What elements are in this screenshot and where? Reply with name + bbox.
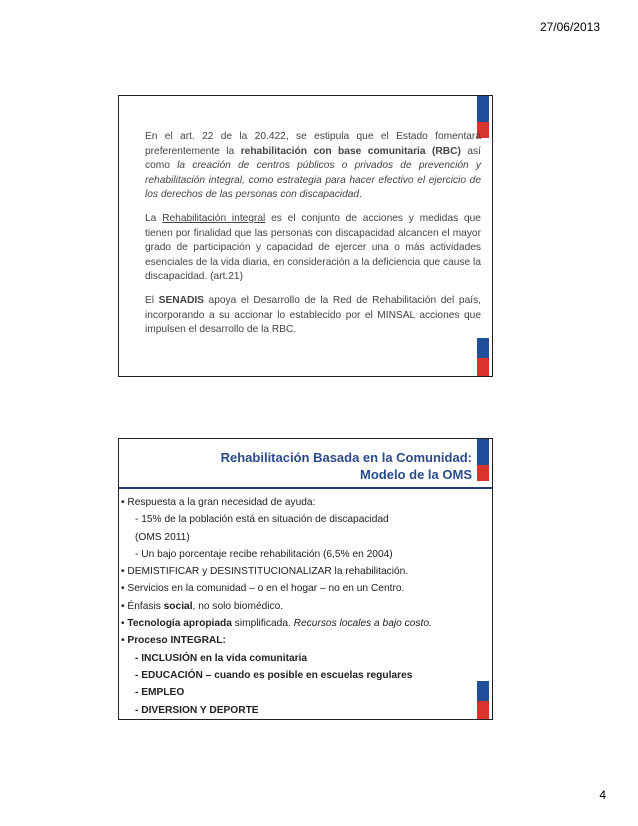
text-segment: • xyxy=(121,618,128,630)
date-header: 27/06/2013 xyxy=(539,20,600,34)
sub-item xyxy=(121,667,471,684)
paragraph-art22 xyxy=(145,130,481,203)
bullet-item xyxy=(121,615,471,632)
paragraph-rehab-integral xyxy=(145,212,481,285)
title-line: Modelo de la OMS xyxy=(360,467,472,482)
sub-item: (OMS 2011) xyxy=(135,531,190,543)
slide-rbc-oms xyxy=(118,438,493,720)
bullet-item: • Servicios en la comunidad – o en el hogar – no en un Centro. xyxy=(121,583,405,595)
sub-item xyxy=(121,702,471,719)
text-segment: simplificada. xyxy=(231,618,294,630)
bullet-item: • Respuesta a la gran necesidad de ayuda: xyxy=(121,497,316,508)
text-bold: - EMPLEO xyxy=(135,687,185,699)
text-segment: • xyxy=(121,635,128,647)
slide2-body xyxy=(121,494,471,719)
text-bold: Tecnología apropiada xyxy=(127,618,232,630)
flag-red-segment xyxy=(477,465,489,481)
text-bold: - INCLUSIÓN en la vida comunitaria xyxy=(135,652,308,664)
title-divider xyxy=(119,487,492,489)
text-segment: apoya el Desarrollo de la Red de Rehabilitación del país, incorporando a su accionar lo establecido por el MINSAL acciones que impulsen el desarrollo de la RBC. xyxy=(145,294,481,336)
text-segment: , no solo biomédico. xyxy=(192,600,284,612)
text-bold: - EDUCACIÓN – cuando es posible en escuelas regulares xyxy=(135,669,413,681)
bullet-item xyxy=(121,632,471,649)
sub-item xyxy=(121,684,471,701)
text-italic: Recursos locales a bajo costo. xyxy=(293,618,432,630)
title-line: Rehabilitación Basada en la Comunidad: xyxy=(220,450,472,465)
text-bold: rehabilitación con base comunitaria (RBC) xyxy=(240,145,461,157)
bullet-item xyxy=(121,598,471,615)
text-underlined: Rehabilitación integral xyxy=(162,212,266,224)
flag-red-segment xyxy=(477,701,489,719)
flag-stripe-top xyxy=(477,439,489,481)
text-bold: Proceso INTEGRAL: xyxy=(127,635,226,647)
text-bold: social xyxy=(163,600,193,612)
flag-blue-segment xyxy=(477,439,489,465)
paragraph-senadis xyxy=(145,294,481,338)
text-segment: La xyxy=(145,212,163,224)
sub-item xyxy=(121,650,471,667)
flag-blue-segment xyxy=(477,681,489,701)
text-bold: - DIVERSION Y DEPORTE xyxy=(135,704,259,716)
flag-stripe-bottom xyxy=(477,681,489,719)
sub-item: - Un bajo porcentaje recibe rehabilitación (6,5% en 2004) xyxy=(135,548,393,560)
text-segment: • Énfasis xyxy=(121,600,164,612)
text-segment: En el art. 22 de la 20.422, se estipula que el Estado fomentará preferentemente la xyxy=(145,131,481,157)
flag-red-segment xyxy=(477,358,489,376)
page-number: 4 xyxy=(599,788,606,802)
text-segment: El xyxy=(145,294,159,306)
bullet-item: • DEMISTIFICAR y DESINSTITUCIONALIZAR la rehabilitación. xyxy=(121,566,409,578)
text-segment: es el conjunto de acciones y medidas que tienen por finalidad que las personas con discapacidad alcancen el mayor grado de participación y capacidad de ejercer una o más actividades esenciales de la vida diaria, en consideración a la deficiencia que cause la discapacidad. (art.21) xyxy=(145,212,481,283)
text-italic: la creación de centros públicos o privados de prevención y rehabilitación integral, como estrategia para hacer efectivo el ejercicio de los derechos de las personas con discapacidad xyxy=(145,160,481,201)
text-segment: así como xyxy=(145,145,481,172)
flag-blue-segment xyxy=(477,96,489,122)
slide2-title xyxy=(172,449,472,483)
sub-item: - 15% de la población está en situación de discapacidad xyxy=(135,514,389,526)
text-bold: SENADIS xyxy=(158,294,204,306)
slide-rbc-law xyxy=(118,95,493,377)
text-segment: . xyxy=(359,189,362,201)
slide1-body xyxy=(145,130,481,347)
